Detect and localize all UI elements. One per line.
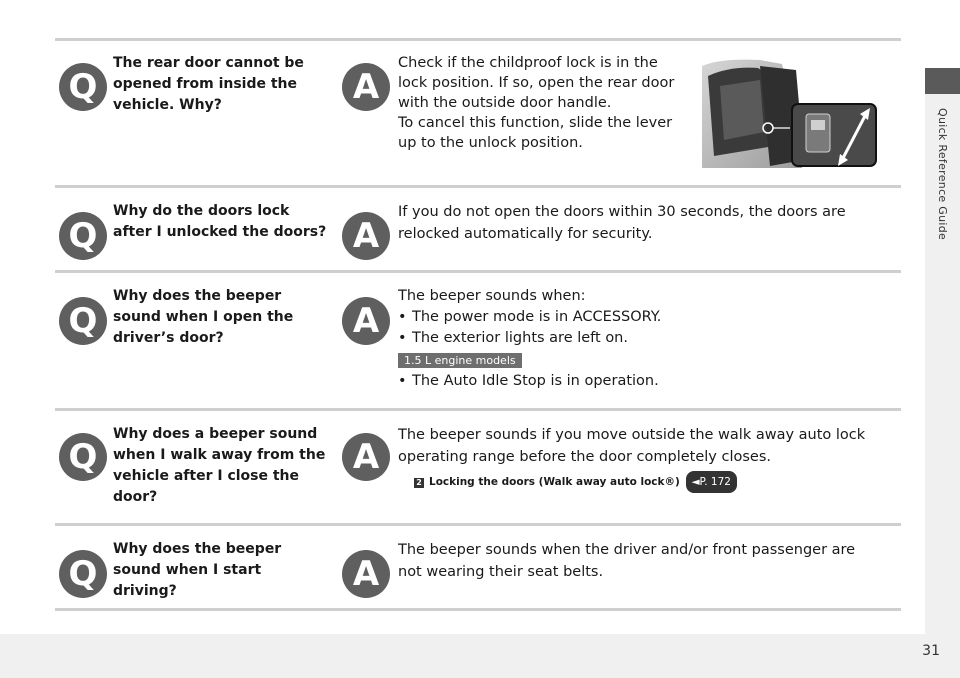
answer-line: Check if the childproof lock is in the <box>398 55 658 71</box>
question-text: Why do the doors lock after I unlocked the doors? <box>113 203 327 240</box>
answer-badge-icon: A <box>342 297 390 345</box>
qa-item-seat-belt-beeper <box>55 526 901 608</box>
page-number: 31 <box>922 643 940 659</box>
cross-reference-link[interactable] <box>398 471 898 493</box>
page-reference-badge[interactable]: ◄P. 172 <box>686 471 737 493</box>
engine-model-tag: 1.5 L engine models <box>398 353 522 368</box>
answer-line: up to the unlock position. <box>398 135 583 151</box>
question-badge-icon: Q <box>59 550 107 598</box>
answer-text <box>398 539 898 583</box>
question-badge-icon: Q <box>59 212 107 260</box>
page-reference-text: P. 172 <box>699 476 731 488</box>
qa-item-driver-door-beeper <box>55 273 901 408</box>
question-badge-icon: Q <box>59 297 107 345</box>
question-badge-icon: Q <box>59 63 107 111</box>
answer-bullet: • The power mode is in ACCESSORY. <box>398 307 898 328</box>
section-tab-label: Quick Reference Guide <box>936 108 949 241</box>
qa-item-walk-away-beeper <box>55 411 901 523</box>
answer-bullet: • The exterior lights are left on. <box>398 328 898 349</box>
answer-text <box>398 424 898 493</box>
answer-badge-icon: A <box>342 63 390 111</box>
answer-text <box>398 286 898 392</box>
question-text: Why does a beeper sound when I walk away from the vehicle after I close the door? <box>113 426 326 505</box>
answer-line: not wearing their seat belts. <box>398 564 604 580</box>
question-text: Why does the beeper sound when I open the driver’s door? <box>113 288 294 346</box>
separator-rule <box>55 608 901 611</box>
answer-badge-icon: A <box>342 550 390 598</box>
answer-bullet: • The Auto Idle Stop is in operation. <box>398 371 898 392</box>
question-text: Why does the beeper sound when I start driving? <box>113 541 282 599</box>
section-tab-marker <box>925 68 960 94</box>
section-tab <box>925 68 960 634</box>
answer-line: The beeper sounds when the driver and/or front passenger are <box>398 542 856 558</box>
answer-line: The beeper sounds if you move outside the walk away auto lock <box>398 427 866 443</box>
answer-text <box>398 201 898 245</box>
answer-line: If you do not open the doors within 30 seconds, the doors are <box>398 204 846 220</box>
qa-item-relock <box>55 188 901 270</box>
answer-line: with the outside door handle. <box>398 95 612 111</box>
footer-bar <box>0 634 960 678</box>
answer-line: operating range before the door completely closes. <box>398 449 771 465</box>
lock-lever-shape <box>806 114 830 152</box>
answer-line: lock position. If so, open the rear door <box>398 75 675 91</box>
reference-arrow-icon: 2 <box>414 478 424 488</box>
answer-line: relocked automatically for security. <box>398 226 653 242</box>
question-text: The rear door cannot be opened from inside the vehicle. Why? <box>113 55 304 113</box>
qa-item-rear-door <box>55 41 901 185</box>
lock-lever-switch <box>811 120 825 130</box>
cross-reference-text: Locking the doors (Walk away auto lock®) <box>429 476 680 488</box>
seat-shape <box>720 80 764 140</box>
question-badge-icon: Q <box>59 433 107 481</box>
answer-line: To cancel this function, slide the lever <box>398 115 673 131</box>
answer-badge-icon: A <box>342 433 390 481</box>
answer-text <box>398 53 698 153</box>
answer-intro: The beeper sounds when: <box>398 288 586 304</box>
childproof-lock-photo <box>700 56 880 172</box>
answer-badge-icon: A <box>342 212 390 260</box>
